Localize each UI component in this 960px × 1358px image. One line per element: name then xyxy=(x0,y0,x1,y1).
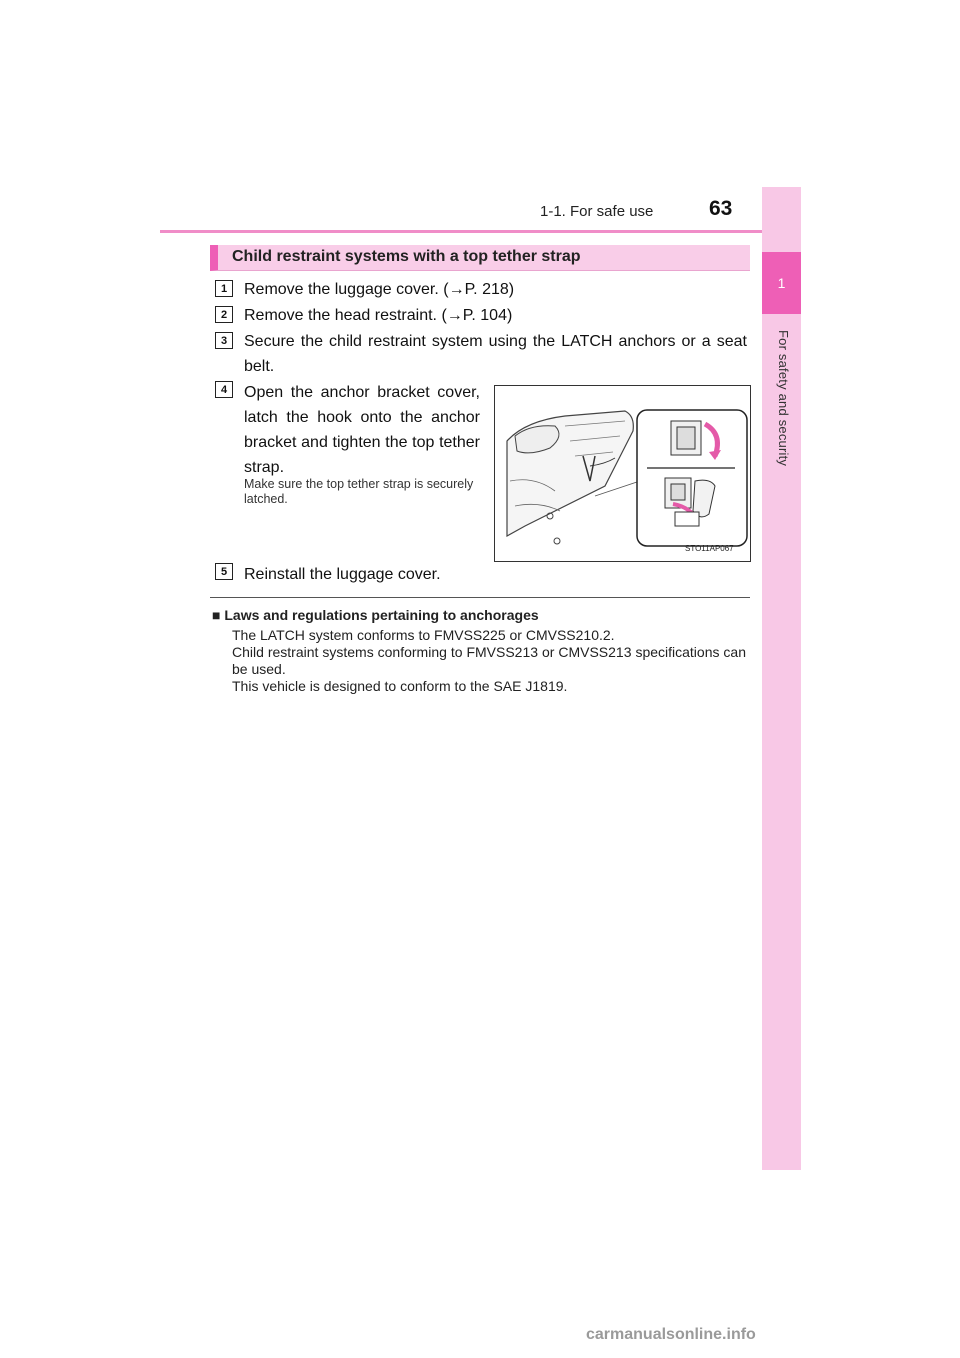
running-header-section: 1-1. For safe use xyxy=(540,203,654,220)
laws-body xyxy=(232,627,746,695)
laws-title: Laws and regulations pertaining to anchorages xyxy=(224,607,539,623)
step-text-2: Remove the head restraint. (→P. 104) xyxy=(244,307,513,324)
chapter-number: 1 xyxy=(777,275,786,291)
laws-line-3: This vehicle is designed to conform to the SAE J1819. xyxy=(232,678,568,694)
step-text-4: Open the anchor bracket cover, latch the hook onto the anchor bracket and tighten the top tether strap. xyxy=(244,384,480,476)
step-badge-1: 1 xyxy=(215,280,233,297)
section-heading xyxy=(210,245,750,271)
step-badge-5: 5 xyxy=(215,563,233,580)
step-text-5: Reinstall the luggage cover. xyxy=(244,566,441,583)
step-text-3: Secure the child restraint system using the LATCH anchors or a seat belt. xyxy=(244,333,747,375)
step-badge-2: 2 xyxy=(215,306,233,323)
step-text-1: Remove the luggage cover. (→P. 218) xyxy=(244,281,515,298)
step-4-note: Make sure the top tether strap is securely latched. xyxy=(244,477,474,506)
chapter-label: For safety and security xyxy=(776,330,791,467)
watermark: carmanualsonline.info xyxy=(586,1326,756,1343)
anchor-bracket-illustration xyxy=(495,386,750,561)
laws-heading xyxy=(212,607,539,623)
page-number: 63 xyxy=(709,197,733,220)
square-bullet-icon: ■ xyxy=(212,607,221,623)
section-title: Child restraint systems with a top tether strap xyxy=(232,248,581,265)
header-rule xyxy=(160,230,800,233)
laws-line-1: The LATCH system conforms to FMVSS225 or CMVSS210.2. xyxy=(232,627,615,643)
figure-anchor-bracket xyxy=(494,385,751,562)
figure-code: STO11AP067 xyxy=(685,544,734,553)
step-badge-3: 3 xyxy=(215,332,233,349)
section-divider xyxy=(210,597,750,598)
laws-line-2: Child restraint systems conforming to FMVSS213 or CMVSS213 specifications can be used. xyxy=(232,644,746,677)
chapter-number-tab xyxy=(762,252,801,314)
step-badge-4: 4 xyxy=(215,381,233,398)
